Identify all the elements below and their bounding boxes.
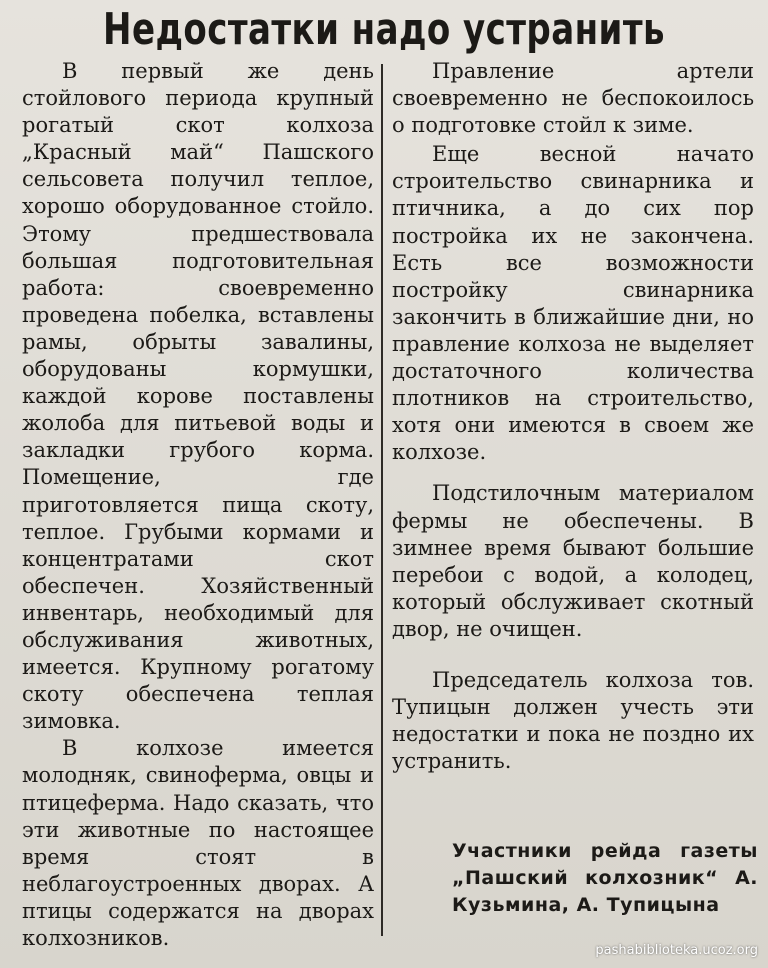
right-column [392, 58, 754, 775]
paragraph: Еще весной начато строительство свинарника и птичника, а до сих пор постройка их не закончена. Есть все возможности постройку свинарника закончить в ближайшие дни, но правление колхоза не выделяет достаточного количества плотников на строительство, хотя они имеются в своем же колхозе. [392, 142, 754, 465]
paragraph: В первый же день стойлового периода крупный рогатый скот колхоза „Красный май“ Пашского сельсовета получил теплое, хорошо оборудованное стойло. Этому предшествовала большая подготовительная работа: своевременно проведена побелка, вставлены рамы, обрыты завалины, оборудованы кормушки, каждой корове поставлены жолоба для питьевой воды и закладки грубого корма. Помещение, где приготовляется пища скоту, теплое. Грубыми кормами и концентратами скот обеспечен. Хозяйственный инвентарь, необходимый для обслуживания животных, имеется. Крупному рогатому скоту обеспечена теплая зимовка. [22, 59, 374, 734]
site-watermark: pashabiblioteka.ucoz.org [595, 943, 758, 958]
paragraph: Правление артели своевременно не беспокоилось о подготовке стойл к зиме. [392, 59, 754, 138]
article-headline: Недостатки надо устранить [103, 4, 665, 55]
article-signature: Участники рейда газеты „Пашский колхозник“ А. Кузьмина, А. Тупицына [452, 840, 758, 916]
paragraph: Председатель колхоза тов. Тупицын должен учесть эти недостатки и пока не поздно их устранить. [392, 667, 754, 774]
column-divider [381, 64, 383, 936]
paragraph: В колхозе имеется молодняк, свиноферма, овцы и птицеферма. Надо сказать, что эти животные по настоящее время стоят в неблагоустроенных дворах. А птицы содержатся на дворах колхозников. [22, 736, 374, 950]
paragraph: Подстилочным материалом фермы не обеспечены. В зимнее время бывают большие перебои с водой, а колодец, который обслуживает скотный двор, не очищен. [392, 481, 754, 641]
left-column [22, 58, 374, 952]
